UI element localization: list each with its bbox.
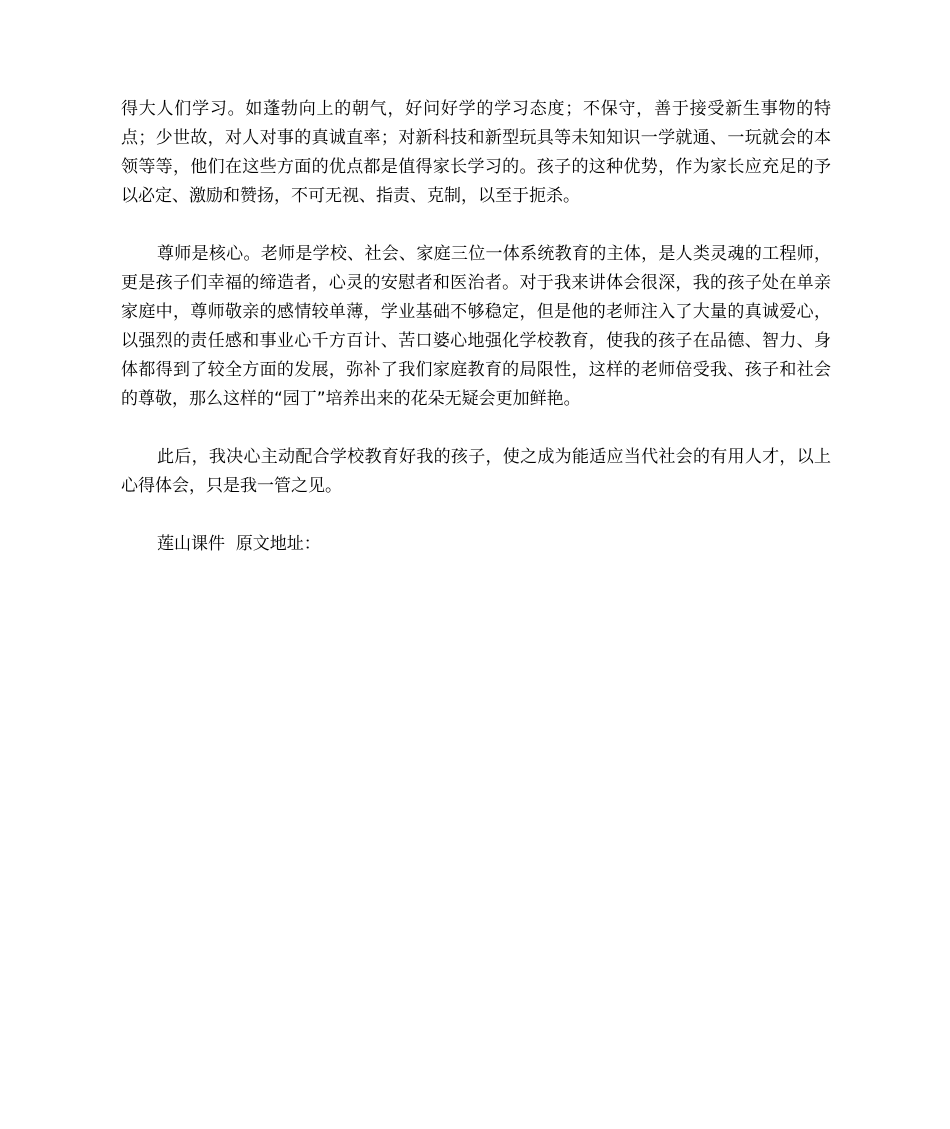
paragraph-spacer: [121, 211, 831, 240]
paragraph-3: 此后，我决心主动配合学校教育好我的孩子，使之成为能适应当代社会的有用人才，以上心得体会，只是我一管之见。: [121, 447, 831, 496]
source-name: 莲山课件: [157, 534, 225, 554]
document-body: [121, 95, 831, 559]
footer-separator: [225, 534, 236, 554]
paragraph-spacer: [121, 414, 831, 443]
paragraph-1: 得大人们学习。如蓬勃向上的朝气，好问好学的学习态度；不保守，善于接受新生事物的特点；少世故，对人对事的真诚直率；对新科技和新型玩具等未知知识一学就通、一玩就会的本领等等，他们在这些方面的优点都是值得家长学习的。孩子的这种优势，作为家长应充足的予以必定、激励和赞扬，不可无视、指责、克制，以至于扼杀。: [121, 99, 831, 206]
paragraph-spacer: [121, 501, 831, 530]
paragraph-2: 尊师是核心。老师是学校、社会、家庭三位一体系统教育的主体，是人类灵魂的工程师，更是孩子们幸福的缔造者，心灵的安慰者和医治者。对于我来讲体会很深，我的孩子处在单亲家庭中，尊师敬亲的感情较单薄，学业基础不够稳定，但是他的老师注入了大量的真诚爱心，以强烈的责任感和事业心千方百计、苦口婆心地强化学校教育，使我的孩子在品德、智力、身体都得到了较全方面的发展，弥补了我们家庭教育的局限性，这样的老师倍受我、孩子和社会的尊敬，那么这样的“园丁”培养出来的花朵无疑会更加鲜艳。: [121, 244, 831, 409]
source-link-label[interactable]: 原文地址：: [235, 534, 321, 554]
source-footer: [121, 530, 831, 559]
